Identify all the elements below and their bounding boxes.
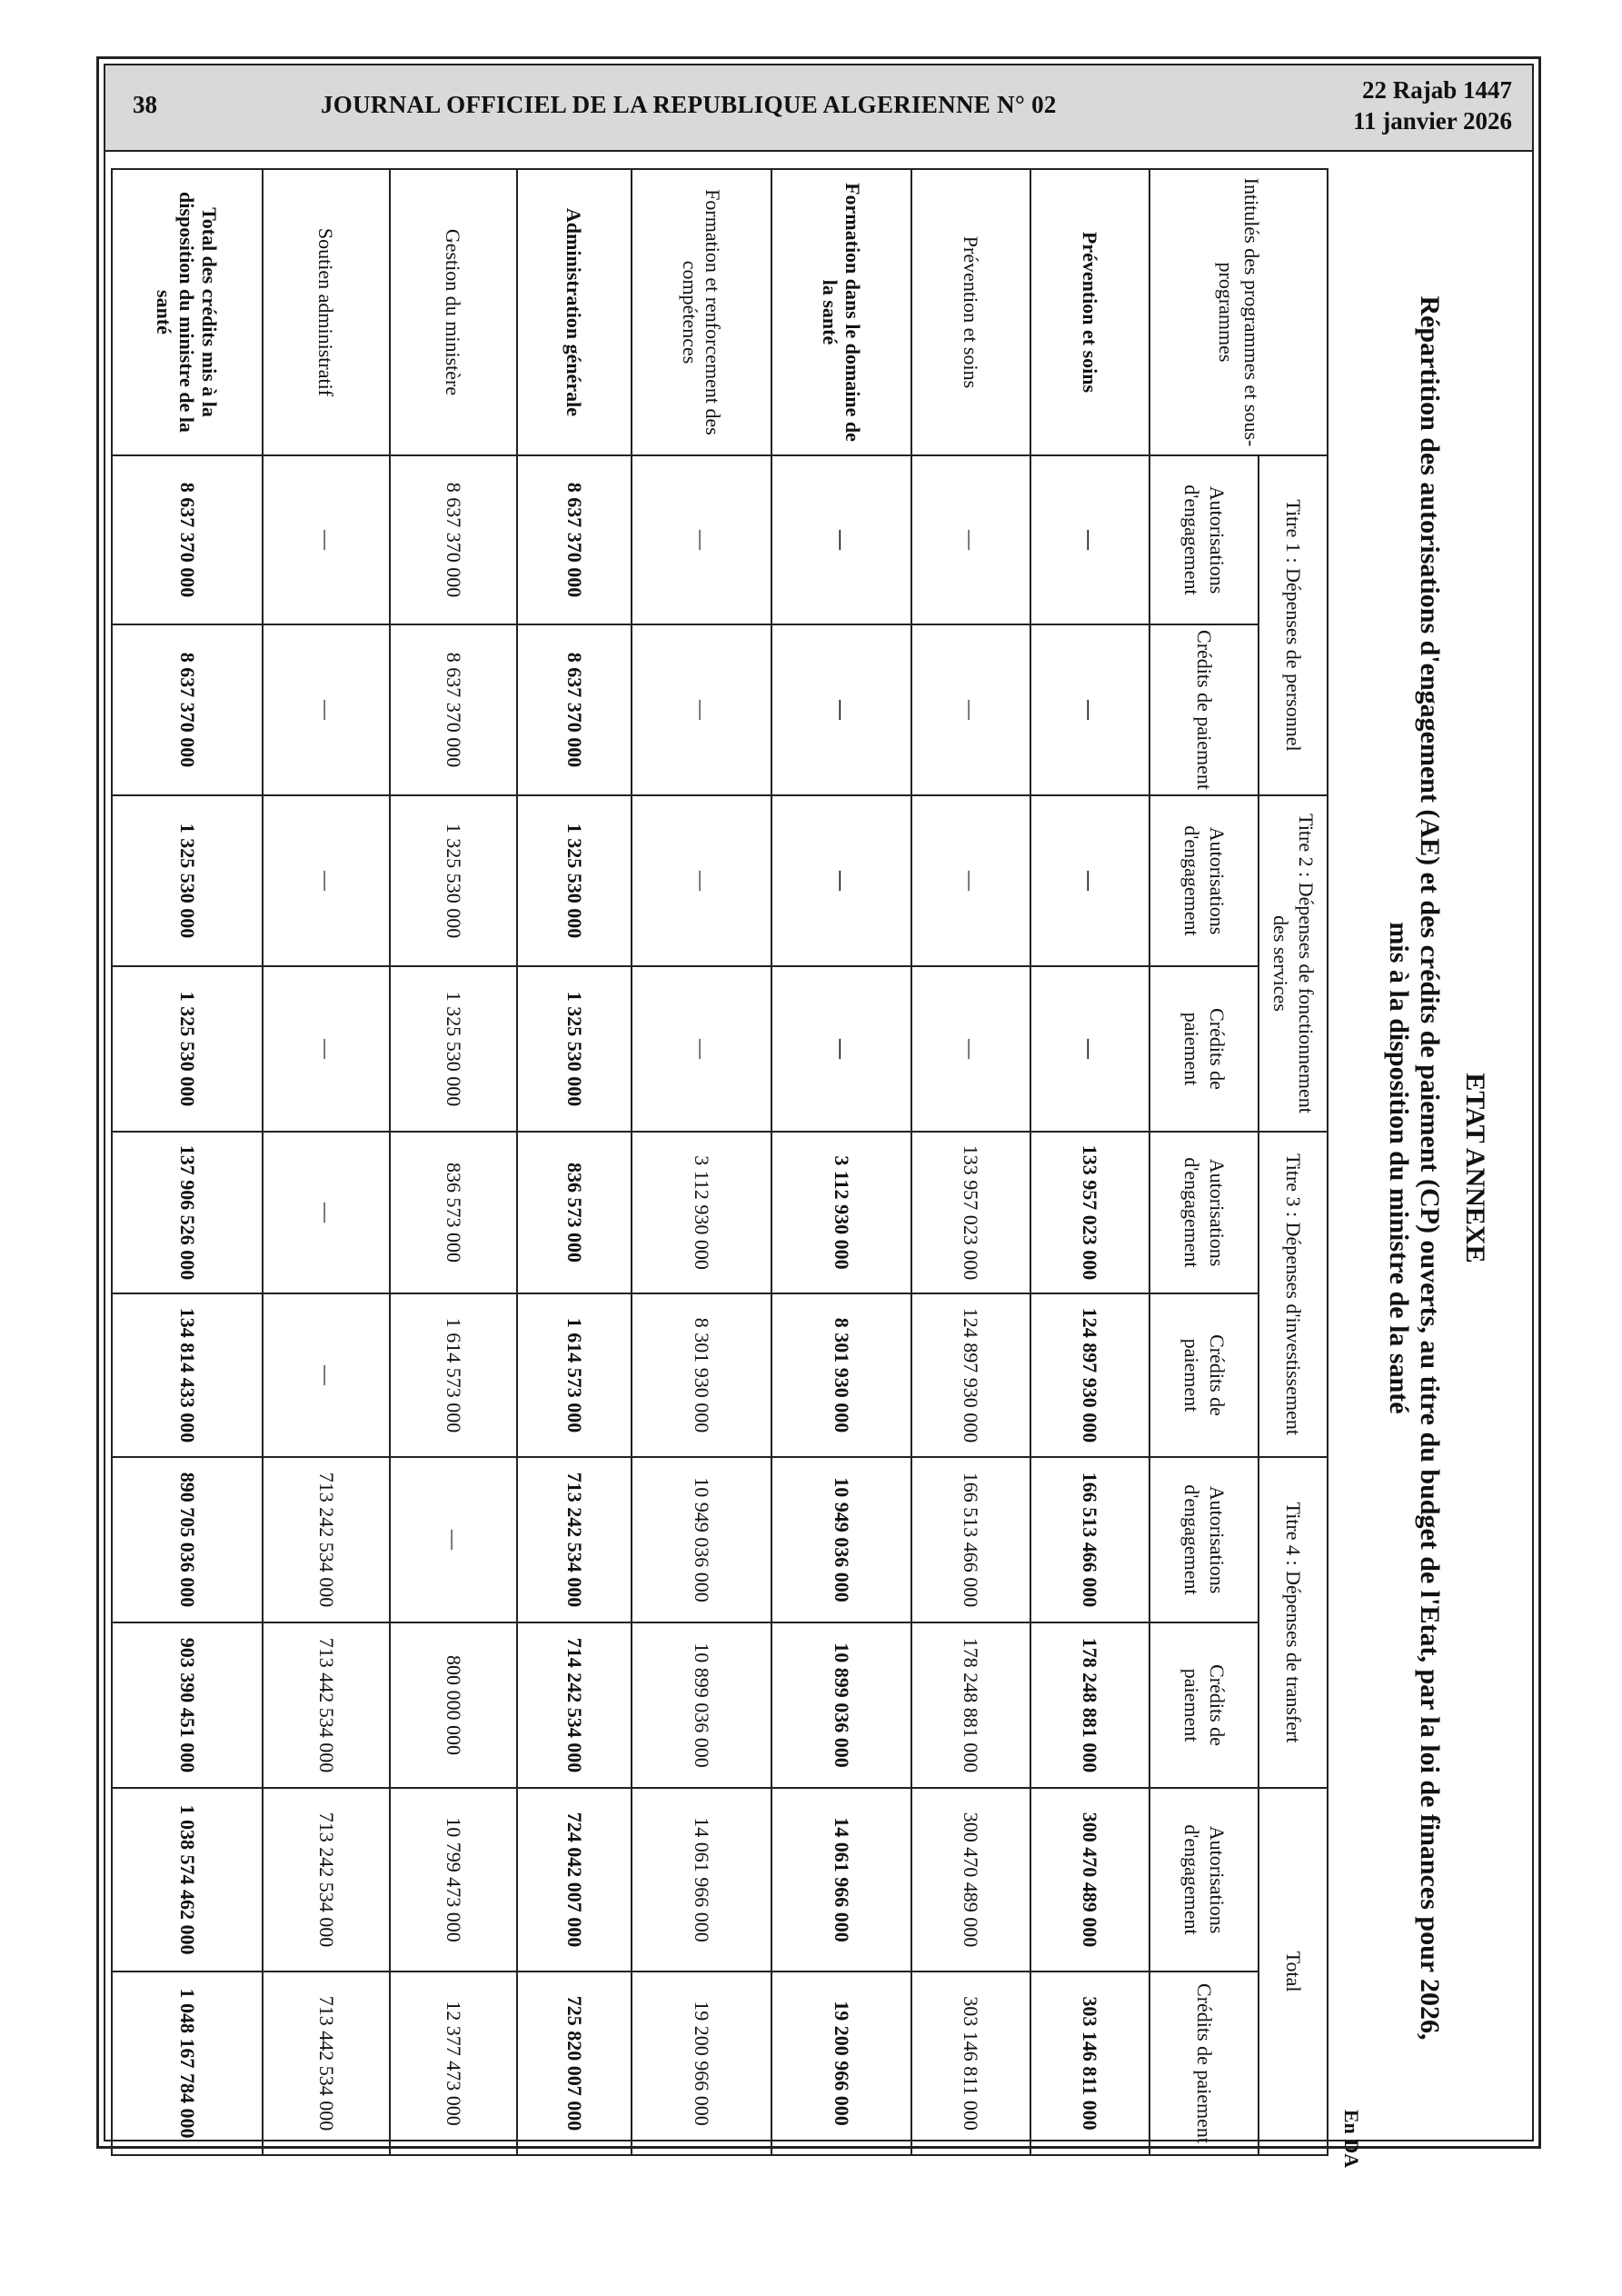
value-cell: 1 325 530 000	[517, 795, 632, 966]
ae-subheader: Autorisations d'engagement	[1149, 1457, 1259, 1622]
value-cell: —	[632, 795, 771, 966]
table-row	[911, 169, 1030, 2155]
currency-unit: En DA	[1340, 2109, 1363, 2168]
value-cell: 836 573 000	[390, 1132, 517, 1293]
value-cell: 178 248 881 000	[1030, 1622, 1149, 1788]
value-cell: 166 513 466 000	[1030, 1457, 1149, 1622]
cp-subheader: Crédits de paiement	[1149, 966, 1259, 1132]
table-subheader-row	[1149, 169, 1259, 2155]
value-cell: 303 146 811 000	[911, 1972, 1030, 2155]
value-cell: —	[263, 624, 390, 795]
value-cell: 890 705 036 000	[112, 1457, 263, 1622]
value-cell: 300 470 489 000	[911, 1788, 1030, 1972]
table-row	[263, 169, 390, 2155]
title-3-header: Titre 3 : Dépenses d'investissement	[1259, 1132, 1328, 1457]
value-cell: 903 390 451 000	[112, 1622, 263, 1788]
value-cell: 14 061 966 000	[771, 1788, 911, 1972]
title-1-header: Titre 1 : Dépenses de personnel	[1259, 455, 1328, 795]
page-number: 38	[133, 91, 157, 118]
value-cell: 8 637 370 000	[517, 455, 632, 624]
value-cell: 178 248 881 000	[911, 1622, 1030, 1788]
value-cell: 1 048 167 784 000	[112, 1972, 263, 2155]
value-cell: —	[263, 455, 390, 624]
programme-header: Intitulés des programmes et sous-programmes	[1149, 169, 1328, 455]
row-label: Gestion du ministère	[390, 169, 517, 455]
value-cell: 8 637 370 000	[517, 624, 632, 795]
row-label: Prévention et soins	[911, 169, 1030, 455]
value-cell: 1 325 530 000	[112, 966, 263, 1132]
value-cell: 8 637 370 000	[390, 455, 517, 624]
table-row	[632, 169, 771, 2155]
value-cell: 714 242 534 000	[517, 1622, 632, 1788]
row-label: Soutien administratif	[263, 169, 390, 455]
value-cell: 724 042 007 000	[517, 1788, 632, 1972]
value-cell: 12 377 473 000	[390, 1972, 517, 2155]
value-cell: —	[390, 1457, 517, 1622]
date-gregorian: 11 janvier 2026	[1353, 107, 1512, 135]
annex-subtitle	[1383, 168, 1445, 2168]
table-row	[112, 169, 263, 2155]
ae-subheader: Autorisations d'engagement	[1149, 795, 1259, 966]
value-cell: 133 957 023 000	[911, 1132, 1030, 1293]
value-cell: —	[1030, 624, 1149, 795]
row-label: Formation dans le domaine de la santé	[771, 169, 911, 455]
value-cell: 134 814 433 000	[112, 1293, 263, 1457]
row-label: Prévention et soins	[1030, 169, 1149, 455]
value-cell: 10 899 036 000	[632, 1622, 771, 1788]
value-cell: 1 325 530 000	[112, 795, 263, 966]
value-cell: —	[911, 795, 1030, 966]
value-cell: 725 820 007 000	[517, 1972, 632, 2155]
annex-title: ETAT ANNEXE	[1460, 1073, 1490, 1263]
value-cell: 1 038 574 462 000	[112, 1788, 263, 1972]
cp-subheader: Crédits de paiement	[1149, 624, 1259, 795]
ae-subheader: Autorisations d'engagement	[1149, 1788, 1259, 1972]
row-label: Administration générale	[517, 169, 632, 455]
value-cell: 1 325 530 000	[390, 966, 517, 1132]
value-cell: 8 301 930 000	[632, 1293, 771, 1457]
journal-title: JOURNAL OFFICIEL DE LA REPUBLIQUE ALGERIENNE N° 02	[321, 91, 1057, 118]
value-cell: 14 061 966 000	[632, 1788, 771, 1972]
title-4-header: Titre 4 : Dépenses de transfert	[1259, 1457, 1328, 1788]
value-cell: 300 470 489 000	[1030, 1788, 1149, 1972]
date-hijri: 22 Rajab 1447	[1361, 76, 1512, 104]
value-cell: 836 573 000	[517, 1132, 632, 1293]
value-cell: 8 637 370 000	[390, 624, 517, 795]
row-label: Total des crédits mis à la disposition du ministre de la santé	[112, 169, 263, 455]
table-row	[771, 169, 911, 2155]
table-row	[1030, 169, 1149, 2155]
annex-content	[0, 168, 1490, 2168]
budget-table	[111, 168, 1328, 2156]
total-header: Total	[1259, 1788, 1328, 2155]
table-row	[390, 169, 517, 2155]
value-cell: —	[632, 455, 771, 624]
annex-subtitle-line1: Répartition des autorisations d'engagement (AE) et des crédits de paiement (CP) ouverts, au titre du budget de l'Etat, par la loi de finances pour 2026,	[1415, 295, 1445, 2041]
value-cell: 8 637 370 000	[112, 455, 263, 624]
value-cell: —	[771, 795, 911, 966]
value-cell: —	[632, 966, 771, 1132]
row-label: Formation et renforcement des compétences	[632, 169, 771, 455]
value-cell: 713 442 534 000	[263, 1622, 390, 1788]
value-cell: 19 200 966 000	[771, 1972, 911, 2155]
value-cell: 10 799 473 000	[390, 1788, 517, 1972]
value-cell: 137 906 526 000	[112, 1132, 263, 1293]
value-cell: —	[1030, 966, 1149, 1132]
value-cell: 1 325 530 000	[390, 795, 517, 966]
value-cell: 3 112 930 000	[771, 1132, 911, 1293]
value-cell: 800 000 000	[390, 1622, 517, 1788]
value-cell: 713 242 534 000	[517, 1457, 632, 1622]
value-cell: 713 442 534 000	[263, 1972, 390, 2155]
value-cell: —	[771, 966, 911, 1132]
ae-subheader: Autorisations d'engagement	[1149, 455, 1259, 624]
value-cell: 19 200 966 000	[632, 1972, 771, 2155]
value-cell: 10 949 036 000	[771, 1457, 911, 1622]
table-body	[112, 169, 1149, 2155]
value-cell: 8 301 930 000	[771, 1293, 911, 1457]
value-cell: 133 957 023 000	[1030, 1132, 1149, 1293]
value-cell: 1 614 573 000	[517, 1293, 632, 1457]
value-cell: 166 513 466 000	[911, 1457, 1030, 1622]
value-cell: —	[263, 1132, 390, 1293]
cp-subheader: Crédits de paiement	[1149, 1972, 1259, 2155]
table-row	[517, 169, 632, 2155]
value-cell: 8 637 370 000	[112, 624, 263, 795]
value-cell: 713 242 534 000	[263, 1788, 390, 1972]
value-cell: —	[263, 966, 390, 1132]
value-cell: 10 899 036 000	[771, 1622, 911, 1788]
issue-date	[1353, 75, 1512, 136]
value-cell: —	[911, 624, 1030, 795]
value-cell: 1 614 573 000	[390, 1293, 517, 1457]
value-cell: —	[911, 966, 1030, 1132]
value-cell: —	[263, 795, 390, 966]
value-cell: —	[1030, 795, 1149, 966]
value-cell: 124 897 930 000	[1030, 1293, 1149, 1457]
value-cell: —	[632, 624, 771, 795]
value-cell: —	[263, 1293, 390, 1457]
journal-header	[105, 65, 1532, 152]
value-cell: 3 112 930 000	[632, 1132, 771, 1293]
value-cell: 713 242 534 000	[263, 1457, 390, 1622]
value-cell: —	[771, 624, 911, 795]
table-header-row	[1259, 169, 1328, 2155]
value-cell: 124 897 930 000	[911, 1293, 1030, 1457]
value-cell: 303 146 811 000	[1030, 1972, 1149, 2155]
cp-subheader: Crédits de paiement	[1149, 1293, 1259, 1457]
cp-subheader: Crédits de paiement	[1149, 1622, 1259, 1788]
value-cell: 10 949 036 000	[632, 1457, 771, 1622]
value-cell: —	[911, 455, 1030, 624]
title-2-header: Titre 2 : Dépenses de fonctionnement des services	[1259, 795, 1328, 1132]
value-cell: 1 325 530 000	[517, 966, 632, 1132]
annex-subtitle-line2: mis à la disposition du ministre de la santé	[1384, 922, 1414, 1414]
value-cell: —	[1030, 455, 1149, 624]
value-cell: —	[771, 455, 911, 624]
ae-subheader: Autorisations d'engagement	[1149, 1132, 1259, 1293]
